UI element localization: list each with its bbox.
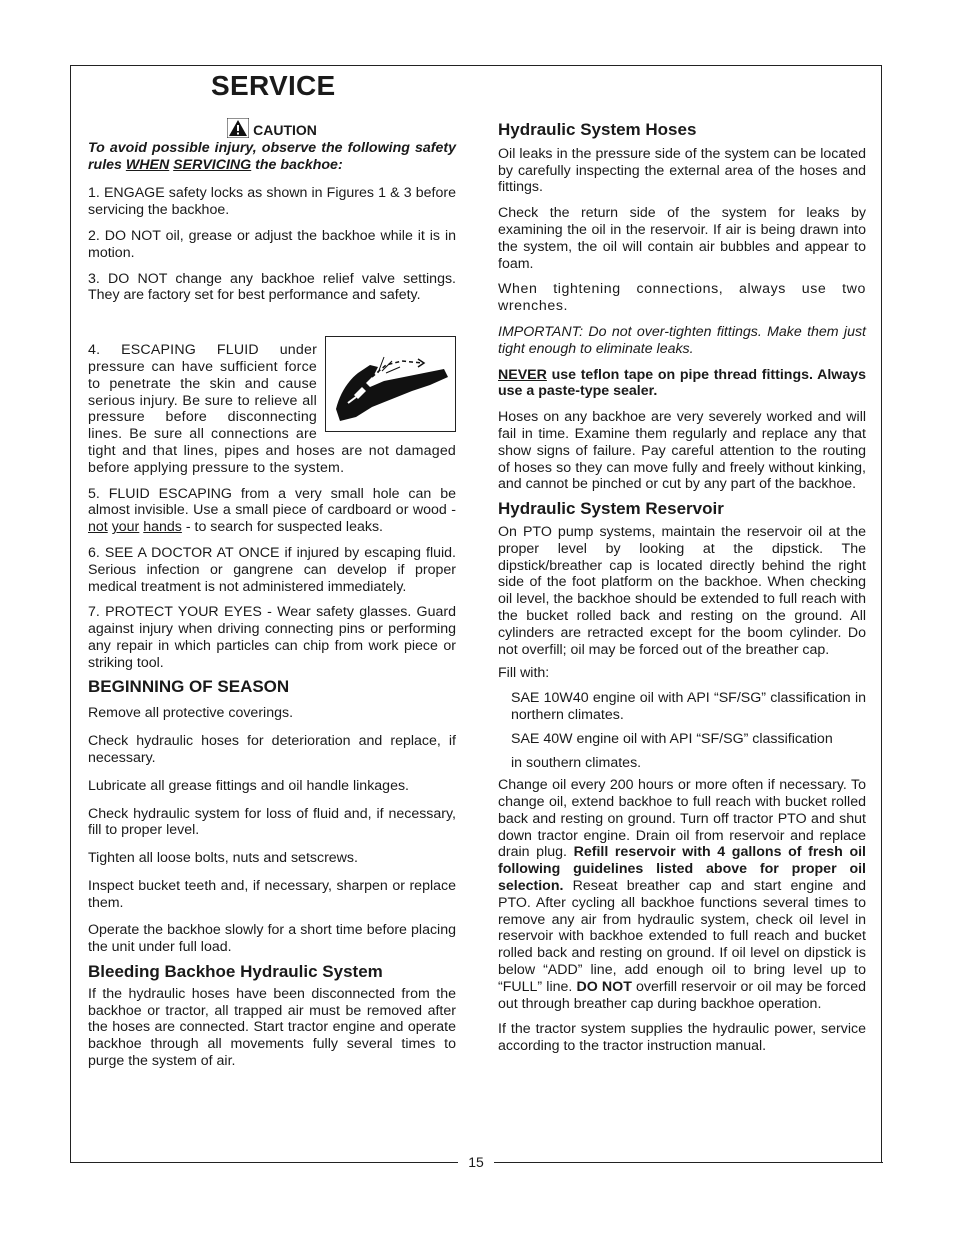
safety-rule-4: 4. ESCAPING FLUID under pressure can have sufficient force to penetrate the skin and cause serious injury. Be sure to relieve all pressure before disconnecting lines. Be sure all connections are tight and that lines, pipes and hoses are not damaged before applying pressure to the system.	[88, 342, 456, 476]
fill-option-southern-cont: in southern climates.	[511, 754, 642, 771]
season-item: Operate the backhoe slowly for a short time before placing the unit under full load.	[88, 922, 456, 956]
caution-intro: To avoid possible injury, observe the following safety rules WHEN SERVICING the backhoe:	[88, 139, 456, 173]
bleeding-heading: Bleeding Backhoe Hydraulic System	[88, 962, 383, 982]
warning-triangle-icon	[227, 118, 249, 138]
season-item: Inspect bucket teeth and, if necessary, sharpen or replace them.	[88, 877, 456, 911]
page-number: 15	[468, 1154, 484, 1170]
season-item: Check hydraulic hoses for deterioration and replace, if necessary.	[88, 733, 456, 766]
hoses-heading: Hydraulic System Hoses	[498, 120, 697, 139]
fill-with-label: Fill with:	[498, 665, 550, 682]
safety-rule-7: 7. PROTECT YOUR EYES - Wear safety glasses. Guard against injury when driving connecting pins or performing any repair in which particles can chip from work piece or striking tool.	[88, 604, 456, 671]
season-item: Check hydraulic system for loss of fluid and, if necessary, fill to proper level.	[88, 805, 456, 839]
safety-rule-2: 2. DO NOT oil, grease or adjust the backhoe while it is in motion.	[88, 227, 456, 261]
safety-rule-3: 3. DO NOT change any backhoe relief valve settings. They are factory set for best performance and safety.	[88, 270, 456, 304]
safety-rule-5: 5. FLUID ESCAPING from a very small hole can be almost invisible. Use a small piece of cardboard or wood - not your hands - to search for suspected leaks.	[88, 485, 456, 536]
hoses-important: IMPORTANT: Do not over-tighten fittings. Make them just tight enough to eliminate leaks.	[498, 323, 866, 357]
caution-header	[88, 118, 456, 139]
reservoir-heading: Hydraulic System Reservoir	[498, 499, 724, 519]
tractor-paragraph: If the tractor system supplies the hydraulic power, service according to the tractor instruction manual.	[498, 1021, 866, 1055]
hand-fluid-illustration-icon	[326, 337, 455, 431]
season-item: Lubricate all grease fittings and oil handle linkages.	[88, 777, 409, 794]
safety-rule-4-block	[88, 342, 456, 476]
page-title: SERVICE	[211, 70, 336, 101]
fill-option-northern: SAE 10W40 engine oil with API “SF/SG” classification in northern climates.	[511, 690, 866, 723]
safety-rule-6: 6. SEE A DOCTOR AT ONCE if injured by escaping fluid. Serious infection or gangrene can develop if proper medical treatment is not administered immediately.	[88, 544, 456, 595]
change-oil-paragraph: Change oil every 200 hours or more often if necessary. To change oil, extend backhoe to full reach with bucket rolled back and resting on ground. Turn off tractor PTO and shut down tractor engine. Drain oil from reservoir and replace drain plug. Refill reservoir with 4 gallons of fresh oil following guidelines listed above for proper oil selection. Reseat breather cap and start engine and PTO. After cycling all backhoe functions several times to remove any air from hydraulic system, check oil level in reservoir with backhoe extended to full reach and bucket rolled back and resting on ground. If oil level on dipstick is below “ADD” line, add enough oil to bring level up to “FULL” line. DO NOT overfill reservoir or oil may be forced out through breather cap during backhoe operation.	[498, 777, 866, 1012]
right-column	[498, 122, 866, 1064]
footer-rule-right	[494, 1162, 883, 1163]
season-item: Remove all protective coverings.	[88, 705, 294, 722]
escaping-fluid-figure	[325, 336, 456, 432]
left-column	[88, 118, 456, 1079]
safety-rule-1: 1. ENGAGE safety locks as shown in Figures 1 & 3 before servicing the backhoe.	[88, 185, 456, 219]
hoses-paragraph: Oil leaks in the pressure side of the system can be located by carefully inspecting the external area of the hoses and fittings.	[498, 145, 866, 196]
season-item: Tighten all loose bolts, nuts and setscrews.	[88, 850, 358, 867]
hoses-paragraph: When tightening connections, always use two wrenches.	[498, 281, 866, 315]
footer-rule-left	[70, 1162, 458, 1163]
hoses-never: NEVER use teflon tape on pipe thread fittings. Always use a paste-type sealer.	[498, 366, 866, 400]
reservoir-paragraph: On PTO pump systems, maintain the reservoir oil at the proper level by looking at the dipstick. The dipstick/breather cap is located directly behind the right side of the foot platform on the backhoe. When checking oil level, the backhoe should be extended to full reach with the bucket rolled back and resting on the ground. All cylinders are retracted except for the boom cylinder. Do not overfill; oil may be forced out of the breather cap.	[498, 523, 866, 658]
hoses-paragraph: Check the return side of the system for leaks by examining the oil in the reservoir. If air is being drawn into the system, the oil will contain air bubbles and appear to foam.	[498, 205, 866, 272]
fill-option-southern: SAE 40W engine oil with API “SF/SG” classification	[511, 730, 833, 747]
caution-label: CAUTION	[253, 122, 317, 138]
season-heading: BEGINNING OF SEASON	[88, 676, 290, 696]
hoses-paragraph: Hoses on any backhoe are very severely worked and will fail in time. Examine them regularly and replace any that show signs of failure. Pay careful attention to the routing of hoses so they can move fully and freely without kinking, and cannot be pinched or cut by any part of the backhoe.	[498, 409, 866, 493]
bleeding-text: If the hydraulic hoses have been disconnected from the backhoe or tractor, all trapped air must be removed after the hoses are connected. Start tractor engine and operate backhoe through all movements fully several times to purge the system of air.	[88, 985, 456, 1070]
